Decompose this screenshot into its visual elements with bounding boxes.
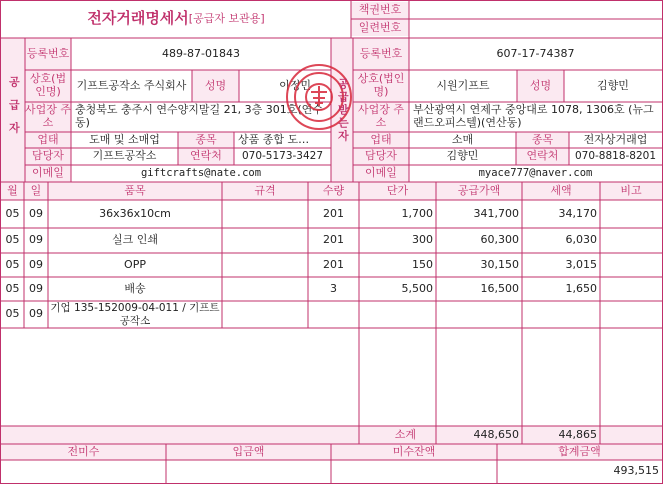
row-qty: 201 (323, 257, 344, 271)
row-note (600, 228, 662, 253)
col-header-tax: 세액 (550, 183, 572, 197)
row-unit-price: 300 (412, 233, 433, 247)
row-qty: 3 (330, 281, 337, 295)
serial-no-label: 일련번호 (358, 21, 402, 35)
supplier-email: giftcrafts@nate.com (140, 167, 262, 180)
receiver-name: 김향민 (597, 78, 629, 92)
receiver-biz-type: 소매 (451, 132, 474, 146)
row-day: 09 (29, 281, 43, 295)
receiver-address-label: 사업장 주소 (357, 103, 404, 129)
row-supply: 30,150 (480, 257, 519, 271)
receiver-contact-label: 연락처 (526, 149, 559, 163)
total-label: 합계금액 (558, 444, 601, 458)
supplier-biz-item: 상품 종합 도… (238, 132, 310, 146)
receiver-side-label: 공급받는자 (336, 77, 350, 143)
row-tax: 3,015 (565, 257, 597, 271)
supplier-email-label: 이메일 (32, 166, 64, 180)
supplier-side-label: 공급자 (7, 75, 21, 145)
row-qty: 201 (323, 233, 344, 247)
supplier-contact: 070-5173-3427 (241, 150, 324, 163)
supplier-contact-label: 연락처 (190, 149, 222, 163)
supplier-manager: 기프트공작소 (92, 149, 157, 163)
row-supply: 341,700 (473, 206, 519, 220)
row-spec (222, 253, 308, 277)
subtitle-text: [공급자 보관용] (188, 11, 265, 25)
row-supply: 16,500 (480, 281, 519, 295)
row-unit-price (359, 301, 436, 328)
col-header-supply: 공급가액 (457, 183, 501, 197)
receiver-biz-item: 전자상거래업 (583, 132, 648, 146)
row-day: 09 (29, 206, 43, 220)
receiver-biz-item-label: 종목 (531, 132, 554, 146)
row-day: 09 (29, 257, 43, 271)
row-item: 기업 135-152009-04-011 / 기프트공작소 (50, 302, 220, 327)
supplier-company-label: 상호(법인명) (29, 72, 67, 98)
row-note (600, 253, 662, 277)
row-day: 09 (29, 307, 43, 321)
col-header-month: 월 (7, 183, 18, 197)
prev-balance-value (1, 460, 166, 483)
row-item: 36x36x10cm (99, 206, 171, 220)
row-spec (222, 277, 308, 301)
row-note (600, 277, 662, 301)
receiver-company-label: 상호(법인명) (357, 72, 405, 98)
supplier-name-label: 성명 (204, 78, 227, 92)
receiver-contact: 070-8818-8201 (574, 150, 657, 163)
subtotal-tax: 44,865 (558, 427, 597, 441)
supplier-company: 기프트공작소 주식회사 (76, 78, 187, 92)
row-month: 05 (5, 281, 20, 295)
book-no-label: 책권번호 (358, 2, 402, 16)
prev-balance-label: 전미수 (67, 444, 100, 458)
subtotal-label: 소계 (394, 427, 416, 441)
row-unit-price: 5,500 (401, 281, 433, 295)
subtotal-supply: 448,650 (473, 427, 519, 441)
row-spec (222, 301, 308, 328)
receiver-biz-type-label: 업태 (370, 132, 392, 146)
col-header-spec: 규격 (254, 183, 276, 197)
receiver-reg-no: 607-17-74387 (496, 46, 575, 60)
col-header-note: 비고 (620, 183, 642, 197)
supplier-biz-item-label: 종목 (195, 132, 217, 146)
receiver-name-label: 성명 (529, 78, 552, 92)
receiver-manager: 김향민 (446, 149, 479, 163)
row-supply (436, 301, 522, 328)
row-note (600, 301, 662, 328)
row-month: 05 (5, 307, 20, 321)
supplier-biz-type-label: 업태 (37, 132, 59, 146)
row-qty: 201 (323, 206, 344, 220)
row-day: 09 (29, 233, 43, 247)
receiver-manager-label: 담당자 (365, 149, 397, 163)
row-qty (308, 301, 359, 328)
receiver-reg-label: 등록번호 (359, 46, 403, 60)
supplier-address-label: 사업장 주소 (25, 103, 71, 129)
receiver-address: 부산광역시 연제구 중앙대로 1078, 1306호 (뉴그랜드오피스텔)(연산동) (413, 103, 654, 129)
row-tax: 1,650 (565, 281, 597, 295)
row-month: 05 (5, 233, 20, 247)
supplier-name: 이정민 (279, 78, 311, 92)
supplier-manager-label: 담당자 (32, 149, 64, 163)
row-item: 배송 (124, 281, 146, 295)
title-text: 전자거래명세서 (87, 9, 189, 28)
unpaid-label: 미수잔액 (392, 444, 436, 458)
receiver-company: 시원기프트 (436, 78, 490, 92)
supplier-reg-no: 489-87-01843 (162, 46, 240, 60)
row-unit-price: 150 (412, 257, 433, 271)
row-spec (222, 200, 308, 228)
row-tax: 6,030 (565, 233, 597, 247)
receiver-email-label: 이메일 (365, 166, 397, 180)
row-unit-price: 1,700 (401, 206, 433, 220)
row-spec (222, 228, 308, 253)
book-no-value[interactable] (409, 1, 662, 19)
received-value (166, 460, 331, 483)
unpaid-value (331, 460, 497, 483)
row-supply: 60,300 (480, 233, 519, 247)
supplier-biz-type: 도매 및 소매업 (89, 132, 160, 146)
supplier-reg-label: 등록번호 (26, 46, 70, 60)
row-month: 05 (5, 257, 20, 271)
col-header-item: 품목 (124, 183, 146, 197)
serial-no-value[interactable] (409, 19, 662, 38)
row-tax: 34,170 (558, 206, 597, 220)
supplier-address: 충청북도 충주시 연수양지말길 21, 3층 301호(연수동) (75, 103, 323, 129)
row-item: 실크 인쇄 (111, 233, 158, 247)
receiver-email: myace777@naver.com (478, 167, 593, 180)
col-header-day: 일 (30, 183, 42, 197)
document-title (4, 2, 348, 36)
row-month: 05 (5, 206, 20, 220)
row-item: OPP (124, 257, 146, 271)
col-header-qty: 수량 (322, 183, 345, 197)
col-header-unit-price: 단가 (386, 183, 409, 197)
row-note (600, 200, 662, 228)
received-label: 입금액 (232, 444, 265, 458)
total-value: 493,515 (613, 464, 659, 478)
row-tax (522, 301, 600, 328)
